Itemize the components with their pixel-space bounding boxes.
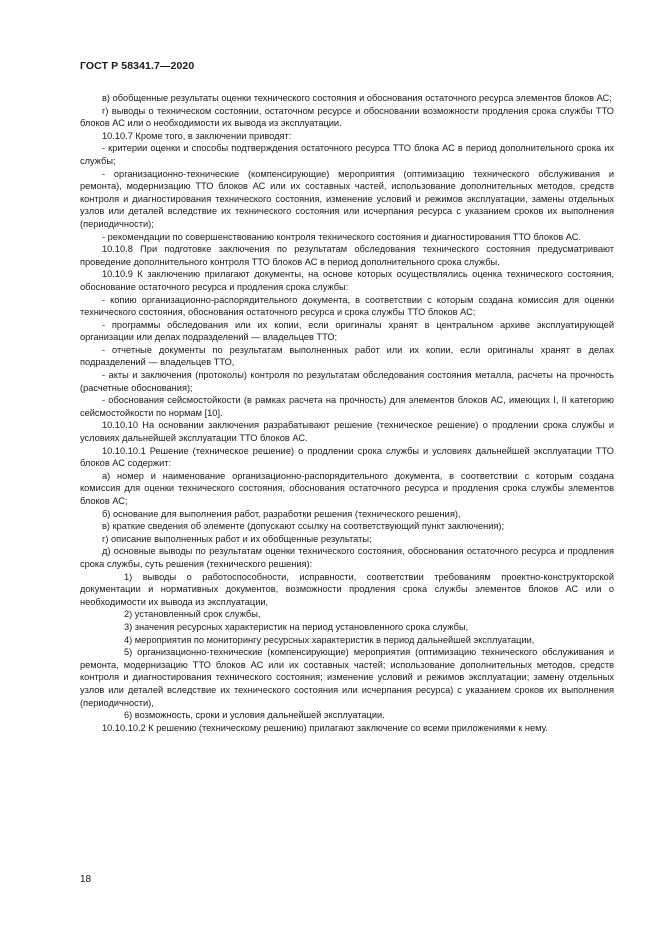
paragraph: г) выводы о техническом состоянии, остаточном ресурсе и обосновании возможности продления срока службы ТТО блоков АС или о необходимости их вывода из эксплуатации. [80, 105, 614, 129]
paragraph: - программы обследования или их копии, если оригиналы хранят в центральном архиве эксплуатирующей организации или делах подразделений — владельцев ТТО; [80, 319, 614, 343]
paragraph: - организационно-технические (компенсирующие) мероприятия (оптимизацию технического обслуживания и ремонта), модернизацию ТТО блоков АС или их составных частей, использование дополнительных методов, средств контроля и диагностирования технического состояния, изменение условий и режимов эксплуатации, замены отдельных узлов или деталей вследствие их технического состояния или исчерпания ресурса с указанием сроков их выполнения (периодичности); [80, 168, 614, 229]
paragraph: 1) выводы о работоспособности, исправности, соответствии требованиям проектно-конструкторской документации и нормативных документов, возможности продления срока службы элементов блоков АС или о необходимости их вывода из эксплуатации, [80, 571, 614, 607]
paragraph: 10.10.10.2 К решению (техническому решению) прилагают заключение со всеми приложениями к нему. [102, 722, 548, 733]
paragraph: - акты и заключения (протоколы) контроля по результатам обследования состояния металла, расчеты на прочность (расчетные обоснования); [80, 370, 614, 393]
paragraph: 10.10.9 К заключению прилагают документы, на основе которых осуществлялись оценка технического состояния, обоснование остаточного ресурса и продления срока службы: [80, 269, 614, 292]
paragraph: 4) мероприятия по мониторингу ресурсных характеристик в период дальнейшей эксплуатации, [124, 634, 535, 645]
paragraph: в) обобщенные результаты оценки технического состояния и обоснования остаточного ресурса элементов блоков АС; [102, 93, 612, 103]
paragraph: - копию организационно-распорядительного документа, в соответствии с которым создана комиссия для оценки технического состояния, обоснования остаточного ресурса и срока службы ТТО блоков АС; [80, 294, 614, 318]
paragraph: 2) установленный срок службы, [124, 609, 261, 620]
document-header: ГОСТ Р 58341.7—2020 [80, 60, 195, 72]
paragraph: - критерии оценки и способы подтверждения остаточного ресурса ТТО блока АС в период дополнительного срока их службы; [80, 143, 614, 166]
paragraph: в) краткие сведения об элементе (допускают ссылку на соответствующий пункт заключения); [102, 521, 505, 532]
paragraph: г) описание выполненных работ и их обобщенные результаты; [102, 533, 372, 544]
paragraph: б) основание для выполнения работ, разработки решения (технического решения), [102, 508, 461, 519]
document-body [80, 92, 614, 734]
paragraph: д) основные выводы по результатам оценки технического состояния, обоснования остаточного ресурса и продления срока службы, суть решения (технического решения): [80, 546, 614, 569]
paragraph: - рекомендации по совершенствованию контроля технического состояния и диагностирования ТТО блоков АС. [102, 231, 581, 242]
paragraph: 10.10.10.1 Решение (техническое решение) о продлении срока службы и условиях дальнейшей эксплуатации ТТО блоков АС содержит: [80, 445, 614, 469]
paragraph: 3) значения ресурсных характеристик на период установленного срока службы, [124, 621, 469, 632]
paragraph: а) номер и наименование организационно-распорядительного документа, в соответствии с которым создана комиссия для оценки технического состояния, обоснования остаточного ресурса и продления срока службы элементов блоков АС; [80, 470, 614, 506]
paragraph: 10.10.8 При подготовке заключения по результатам обследования технического состояния предусматривают проведение дополнительного контроля ТТО блоков АС в период дополнительного срока службы. [80, 244, 614, 267]
paragraph: - отчетные документы по результатам выполненных работ или их копии, если оригиналы хранят в делах подразделений — владельцев ТТО, [80, 344, 614, 368]
paragraph: 10.10.10 На основании заключения разрабатывают решение (техническое решение) о продлении срока службы и условиях дальнейшей эксплуатации ТТО блоков АС. [80, 420, 614, 444]
paragraph: 5) организационно-технические (компенсирующие) мероприятия (оптимизацию технического обслуживания и ремонта, модернизацию ТТО блоков АС или их составных частей; использование дополнительных методов, средств контроля и диагностирования технического состояния; изменение условий и режимов эксплуатации; замену отдельных узлов или деталей вследствие их технического состояния или исчерпания ресурса) с указанием сроков их выполнения (периодичности), [80, 647, 614, 708]
paragraph: 6) возможность, сроки и условия дальнейшей эксплуатации. [124, 710, 385, 721]
paragraph: - обоснования сейсмостойкости (в рамках расчета на прочность) для элементов блоков АС, имеющих I, II категорию сейсмостойкости по нормам [10]. [80, 395, 614, 418]
page-number: 18 [80, 874, 92, 885]
paragraph: 10.10.7 Кроме того, в заключении приводят: [102, 130, 292, 141]
